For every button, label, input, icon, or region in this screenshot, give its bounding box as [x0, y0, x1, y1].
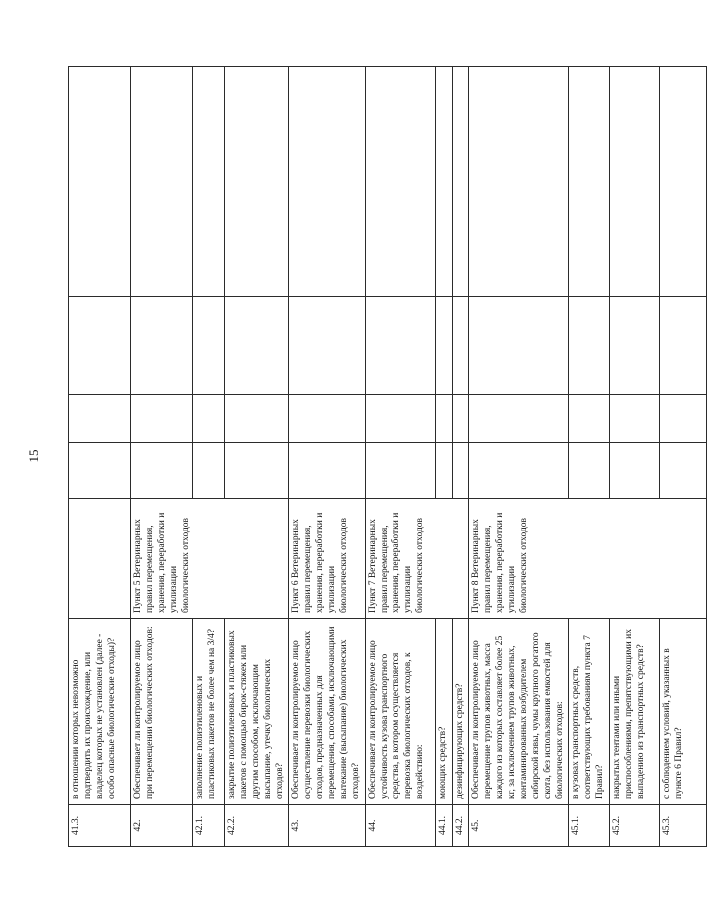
note-cell — [610, 67, 660, 297]
answer-na-cell — [435, 297, 452, 395]
item-number: 45.3. — [660, 805, 707, 847]
note-cell — [569, 67, 610, 297]
table-row — [569, 67, 610, 847]
note-cell — [435, 67, 452, 297]
question-cell: накрытых тентами или иными приспособлениями, препятствующими их выпадению из транспортных средств? — [610, 619, 660, 805]
note-cell — [131, 67, 193, 297]
answer-na-cell — [469, 297, 569, 395]
answer-na-cell — [225, 297, 289, 395]
answer-na-cell — [569, 297, 610, 395]
note-cell — [289, 67, 365, 297]
table-row — [452, 67, 469, 847]
reference-cell — [69, 499, 131, 619]
answer-yes-cell — [365, 443, 435, 499]
table-row — [193, 67, 225, 847]
answer-yes-cell — [131, 443, 193, 499]
item-number: 45.2. — [610, 805, 660, 847]
reference-cell: Пункт 8 Ветеринарных правил перемещения, хранения, переработки и утилизации биологических отходов — [469, 499, 707, 619]
answer-no-cell — [610, 395, 660, 443]
answer-yes-cell — [660, 443, 707, 499]
question-cell: в кузовах транспортных средств, соответствующих требованиям пункта 7 Правил? — [569, 619, 610, 805]
note-cell — [193, 67, 225, 297]
table-row — [610, 67, 660, 847]
answer-yes-cell — [225, 443, 289, 499]
item-number: 42.2. — [225, 805, 289, 847]
checklist-rotated — [68, 67, 684, 847]
answer-no-cell — [289, 395, 365, 443]
note-cell — [452, 67, 469, 297]
question-cell: моющих средств? — [435, 619, 452, 805]
item-number: 42.1. — [193, 805, 225, 847]
item-number: 43. — [289, 805, 365, 847]
question-cell: дезинфицирующих средств? — [452, 619, 469, 805]
question-cell: закрытие полиэтиленовых и пластиковых пакетов с помощью бирок-стяжек или другим способом, исключающим высыпание, утечку биологических отходов? — [225, 619, 289, 805]
answer-no-cell — [131, 395, 193, 443]
question-cell: Обеспечивает ли контролируемое лицо осуществление перевозки биологических отходов, предназначенных для перемещения, способами, исключающими вытекание (высыпание) биологических отходов? — [289, 619, 365, 805]
answer-no-cell — [69, 395, 131, 443]
question-cell: с соблюдением условий, указанных в пункте 6 Правил? — [660, 619, 707, 805]
table-row — [365, 67, 435, 847]
answer-yes-cell — [452, 443, 469, 499]
table-row — [225, 67, 289, 847]
answer-no-cell — [193, 395, 225, 443]
answer-na-cell — [452, 297, 469, 395]
answer-na-cell — [365, 297, 435, 395]
table-row — [131, 67, 193, 847]
answer-yes-cell — [435, 443, 452, 499]
item-number: 41.3. — [69, 805, 131, 847]
answer-na-cell — [289, 297, 365, 395]
reference-cell: Пункт 6 Ветеринарных правил перемещения, хранения, переработки и утилизации биологических отходов — [289, 499, 365, 619]
question-cell: Обеспечивает ли контролируемое лицо устойчивость кузова транспортного средства, в котором осуществляется перевозка биологических отходов, к воздействию: — [365, 619, 435, 805]
table-row — [660, 67, 707, 847]
reference-cell: Пункт 5 Ветеринарных правил перемещения, хранения, переработки и утилизации биологических отходов — [131, 499, 289, 619]
answer-no-cell — [225, 395, 289, 443]
answer-na-cell — [193, 297, 225, 395]
note-cell — [365, 67, 435, 297]
item-number: 45.1. — [569, 805, 610, 847]
question-cell: заполнение полиэтиленовых и пластиковых пакетов не более чем на 3/4? — [193, 619, 225, 805]
table-row — [69, 67, 131, 847]
answer-na-cell — [610, 297, 660, 395]
item-number: 44.2. — [452, 805, 469, 847]
answer-yes-cell — [289, 443, 365, 499]
item-number: 42. — [131, 805, 193, 847]
answer-no-cell — [469, 395, 569, 443]
item-number: 44.1. — [435, 805, 452, 847]
item-number: 44. — [365, 805, 435, 847]
note-cell — [660, 67, 707, 297]
note-cell — [469, 67, 569, 297]
table-row — [289, 67, 365, 847]
page-number: 15 — [26, 449, 41, 463]
answer-no-cell — [452, 395, 469, 443]
note-cell — [225, 67, 289, 297]
answer-na-cell — [660, 297, 707, 395]
item-number: 45. — [469, 805, 569, 847]
checklist-page — [68, 67, 684, 847]
answer-no-cell — [660, 395, 707, 443]
answer-yes-cell — [69, 443, 131, 499]
answer-yes-cell — [193, 443, 225, 499]
answer-na-cell — [131, 297, 193, 395]
answer-no-cell — [435, 395, 452, 443]
reference-cell: Пункт 7 Ветеринарных правил перемещения, хранения, переработки и утилизации биологических отходов — [365, 499, 469, 619]
question-cell: Обеспечивает ли контролируемое лицо перемещение трупов животных, масса каждого из которых составляет более 25 кг, за исключением трупов животных, контаминированных возбудителем сибирской язвы, чумы крупного рогатого скота, без использования емкостей для биологических отходов: — [469, 619, 569, 805]
table-row — [435, 67, 452, 847]
answer-no-cell — [569, 395, 610, 443]
note-cell — [69, 67, 131, 297]
table-row — [469, 67, 569, 847]
question-cell: в отношении которых невозможно подтвердить их происхождение, или владелец которых не установлен (далее - особо опасные биологические отходы)? — [69, 619, 131, 805]
question-cell: Обеспечивает ли контролируемое лицо при перемещении биологических отходов: — [131, 619, 193, 805]
answer-na-cell — [69, 297, 131, 395]
answer-no-cell — [365, 395, 435, 443]
checklist-table — [68, 66, 707, 847]
answer-yes-cell — [469, 443, 569, 499]
answer-yes-cell — [569, 443, 610, 499]
answer-yes-cell — [610, 443, 660, 499]
